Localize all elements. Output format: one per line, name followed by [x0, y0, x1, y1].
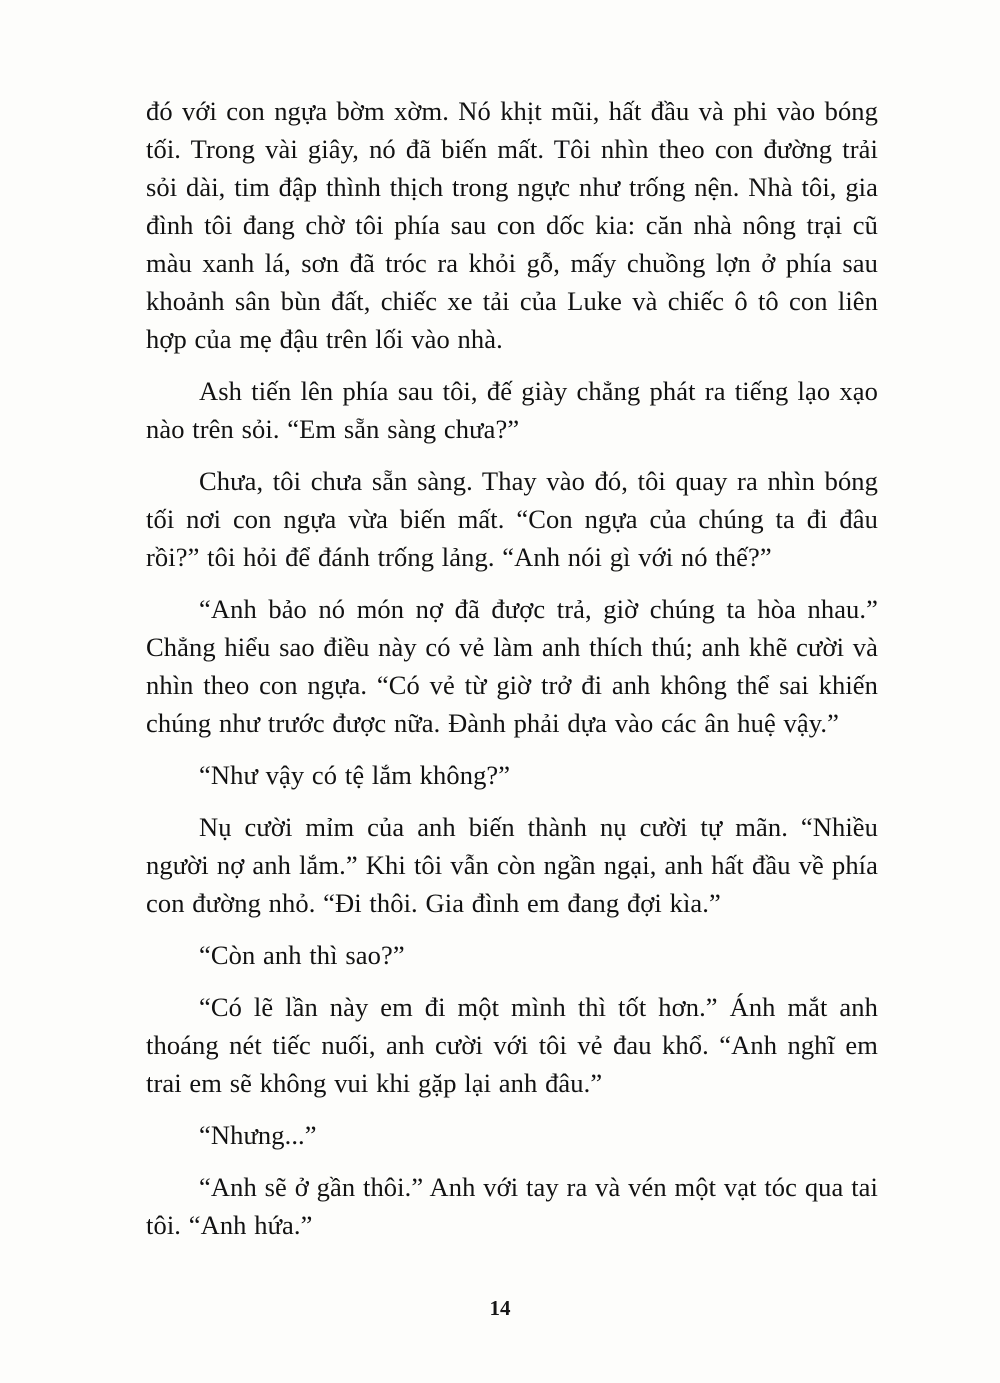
paragraph: Nụ cười mỉm của anh biến thành nụ cười tự mãn. “Nhiều người nợ anh lắm.” Khi tôi vẫn còn ngần ngại, anh hất đầu về phía con đường nhỏ. “Đi thôi. Gia đình em đang đợi kìa.”: [146, 812, 878, 918]
paragraph: Chưa, tôi chưa sẵn sàng. Thay vào đó, tôi quay ra nhìn bóng tối nơi con ngựa vừa biến mất. “Con ngựa của chúng ta đi đâu rồi?” tôi hỏi để đánh trống lảng. “Anh nói gì với nó thế?”: [146, 466, 878, 572]
page-text: [146, 92, 878, 1258]
paragraph: đó với con ngựa bờm xờm. Nó khịt mũi, hất đầu và phi vào bóng tối. Trong vài giây, nó đã biến mất. Tôi nhìn theo con đường trải sỏi dài, tim đập thình thịch trong ngực như trống nện. Nhà tôi, gia đình tôi đang chờ tôi phía sau con dốc kia: căn nhà nông trại cũ màu xanh lá, sơn đã tróc ra khỏi gỗ, mấy chuồng lợn ở phía sau khoảnh sân bùn đất, chiếc xe tải của Luke và chiếc ô tô con liên hợp của mẹ đậu trên lối vào nhà.: [146, 96, 878, 354]
paragraph: Ash tiến lên phía sau tôi, đế giày chẳng phát ra tiếng lạo xạo nào trên sỏi. “Em sẵn sàng chưa?”: [146, 376, 878, 444]
paragraph: “Có lẽ lần này em đi một mình thì tốt hơn.” Ánh mắt anh thoáng nét tiếc nuối, anh cười với tôi vẻ đau khổ. “Anh nghĩ em trai em sẽ không vui khi gặp lại anh đâu.”: [146, 992, 878, 1098]
paragraph: “Nhưng...”: [199, 1120, 317, 1150]
page-number: 14: [489, 1296, 511, 1320]
paragraph: “Anh sẽ ở gần thôi.” Anh với tay ra và vén một vạt tóc qua tai tôi. “Anh hứa.”: [146, 1172, 878, 1240]
paragraph: “Còn anh thì sao?”: [199, 940, 405, 970]
paragraph: “Anh bảo nó món nợ đã được trả, giờ chúng ta hòa nhau.” Chẳng hiểu sao điều này có vẻ làm anh thích thú; anh khẽ cười và nhìn theo con ngựa. “Có vẻ từ giờ trở đi anh không thể sai khiến chúng như trước được nữa. Đành phải dựa vào các ân huệ vậy.”: [146, 594, 878, 738]
paragraph: “Như vậy có tệ lắm không?”: [199, 760, 511, 790]
